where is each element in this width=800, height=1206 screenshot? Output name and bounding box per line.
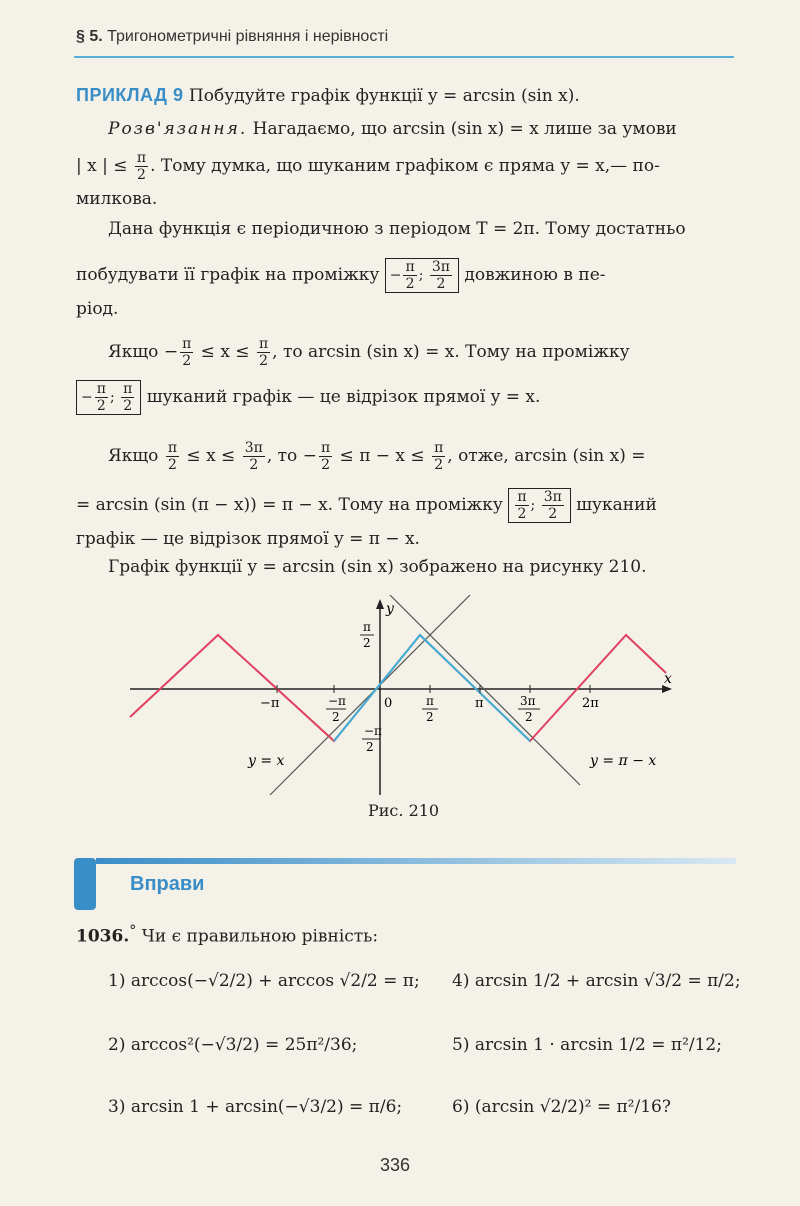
section-line bbox=[96, 858, 736, 864]
solution-line-9: Якщо $\frac{\pi}{2}$ ≤ x ≤ $\frac{3\pi}{2}$ , то − $\frac{\pi}{2}$ ≤ π − x ≤ $\frac{\pi}{2}$ , отже, arcsin (sin x) = bbox=[108, 440, 646, 473]
header-rule bbox=[74, 56, 734, 58]
exercise-header: 1036.° Чи є правильною рівність: bbox=[76, 923, 379, 947]
svg-text:2: 2 bbox=[366, 740, 374, 754]
x-axis-label: x bbox=[664, 671, 672, 687]
example-task: Побудуйте графік функції y = arcsin (sin x). bbox=[188, 86, 580, 106]
solution-line-2: | x | ≤ $\frac{\pi}{2}$ . Тому думка, що шуканим графіком є пряма y = x,— по- bbox=[76, 150, 660, 183]
tick-label-3pi-2: 3π bbox=[520, 694, 536, 708]
exercise-question: Чи є правильною рівність: bbox=[141, 926, 379, 947]
tick-label-pi-2-top-num: π bbox=[363, 620, 371, 634]
tick-label-pi-2: π bbox=[426, 694, 434, 708]
running-header bbox=[76, 28, 388, 46]
example-label: ПРИКЛАД 9 bbox=[76, 85, 184, 105]
tick-label-neg-pi: −π bbox=[260, 696, 280, 711]
section-title: Тригонометричні рівняння і нерівності bbox=[107, 28, 389, 45]
solution-label: Розв'язання. bbox=[108, 119, 248, 139]
graph-red bbox=[130, 635, 666, 741]
exercise-item-2: 2) arccos²(−√3/2) = 25π²/36; bbox=[108, 1035, 358, 1055]
solution-line-11: графік — це відрізок прямої y = π − x. bbox=[76, 529, 420, 549]
tick-label-2pi: 2π bbox=[582, 696, 599, 711]
figure-210 bbox=[120, 595, 680, 805]
exercise-item-6: 6) (arcsin √2/2)² = π²/16? bbox=[452, 1097, 671, 1117]
interval-bracket-3: $\frac{\pi}{2}$ ; $\frac{3\pi}{2}$ bbox=[508, 488, 570, 523]
solution-line-1: Розв'язання. Нагадаємо, що arcsin (sin x) = x лише за умови bbox=[108, 119, 677, 139]
interval-bracket-2: − $\frac{\pi}{2}$ ; $\frac{\pi}{2}$ bbox=[76, 380, 141, 415]
label-y-equals-x: y = x bbox=[248, 753, 285, 769]
section-block-icon bbox=[74, 858, 96, 910]
svg-text:2: 2 bbox=[332, 710, 340, 724]
line-y-pi-minus-x bbox=[370, 595, 580, 785]
page-number: 336 bbox=[380, 1155, 411, 1175]
example-title bbox=[76, 84, 580, 107]
exercise-item-4: 4) arcsin 1/2 + arcsin √3/2 = π/2; bbox=[452, 971, 741, 991]
tick-label-pi-2-top-den: 2 bbox=[363, 636, 371, 650]
solution-line-5: побудувати її графік на проміжку − $\frac{\pi}{2}$ ; $\frac{3\pi}{2}$ довжиною в пе- bbox=[76, 259, 606, 292]
exercise-item-5: 5) arcsin 1 · arcsin 1/2 = π²/12; bbox=[452, 1035, 722, 1055]
solution-line-12: Графік функції y = arcsin (sin x) зображено на рисунку 210. bbox=[108, 557, 647, 577]
section-number: § 5. bbox=[76, 28, 103, 45]
label-y-pi-minus-x: y = π − x bbox=[590, 753, 657, 769]
tick-label-neg-pi-2: −π bbox=[328, 694, 346, 708]
y-axis-label: y bbox=[386, 601, 394, 617]
figure-caption: Рис. 210 bbox=[368, 801, 440, 820]
section-title-exercises: Вправи bbox=[130, 873, 205, 895]
svg-text:2: 2 bbox=[525, 710, 533, 724]
interval-bracket: − $\frac{\pi}{2}$ ; $\frac{3\pi}{2}$ bbox=[385, 258, 459, 293]
fraction-pi-2: $\frac{\pi}{2}$ bbox=[136, 150, 147, 183]
svg-text:2: 2 bbox=[426, 710, 434, 724]
exercise-number: 1036. bbox=[76, 926, 130, 947]
solution-line-7: Якщо − $\frac{\pi}{2}$ ≤ x ≤ $\frac{\pi}{2}$ , то arcsin (sin x) = x. Тому на проміжку bbox=[108, 336, 630, 369]
solution-line-10: = arcsin (sin (π − x)) = π − x. Тому на проміжку $\frac{\pi}{2}$ ; $\frac{3\pi}{2}$ шуканий bbox=[76, 489, 657, 522]
exercise-item-1: 1) arccos(−√2/2) + arccos √2/2 = π; bbox=[108, 971, 420, 991]
tick-label-pi: π bbox=[475, 696, 484, 711]
solution-line-8: − $\frac{\pi}{2}$ ; $\frac{\pi}{2}$ шуканий графік — це відрізок прямої y = x. bbox=[76, 380, 540, 415]
solution-line-4: Дана функція є періодичною з періодом T = 2π. Тому достатньо bbox=[108, 219, 686, 239]
exercise-item-3: 3) arcsin 1 + arcsin(−√3/2) = π/6; bbox=[108, 1097, 403, 1117]
y-axis-arrow-icon bbox=[376, 599, 384, 609]
solution-line-3: милкова. bbox=[76, 189, 158, 209]
solution-line-6: ріод. bbox=[76, 299, 119, 319]
tick-label-neg-pi-2-y: −π bbox=[364, 724, 382, 738]
origin-label: 0 bbox=[384, 696, 393, 711]
